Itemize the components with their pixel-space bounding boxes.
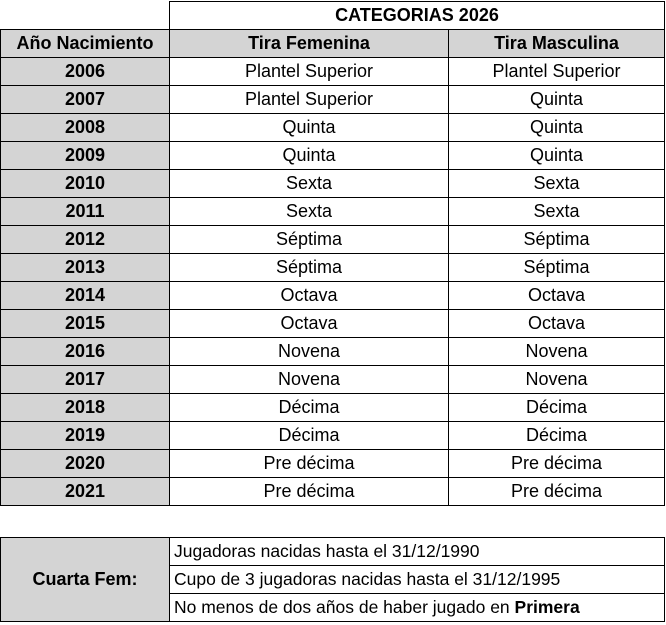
- female-category-cell: Séptima: [170, 254, 449, 282]
- footer-note-bold: Primera: [514, 597, 580, 617]
- female-category-cell: Pre décima: [170, 478, 449, 506]
- table-row: [1, 282, 665, 310]
- fourth-female-label: Cuarta Fem:: [1, 538, 170, 622]
- year-cell: 2019: [1, 422, 170, 450]
- footer-note: Jugadoras nacidas hasta el 31/12/1990: [170, 538, 665, 566]
- male-category-cell: Séptima: [449, 254, 665, 282]
- table-row: [1, 394, 665, 422]
- male-category-cell: Pre décima: [449, 450, 665, 478]
- male-category-cell: Octava: [449, 282, 665, 310]
- table-row: [1, 86, 665, 114]
- year-cell: 2017: [1, 366, 170, 394]
- female-category-cell: Octava: [170, 282, 449, 310]
- table-row: [1, 450, 665, 478]
- header-row: [1, 30, 665, 58]
- table-row: [1, 58, 665, 86]
- table-row: [1, 198, 665, 226]
- table-row: [1, 170, 665, 198]
- year-cell: 2011: [1, 198, 170, 226]
- empty-corner-cell: [1, 2, 170, 30]
- female-category-cell: Novena: [170, 366, 449, 394]
- male-category-cell: Plantel Superior: [449, 58, 665, 86]
- table-row: [1, 338, 665, 366]
- footer-note-prefix: No menos de dos años de haber jugado en: [174, 597, 515, 617]
- table-row: [1, 366, 665, 394]
- year-cell: 2012: [1, 226, 170, 254]
- female-category-cell: Plantel Superior: [170, 86, 449, 114]
- female-category-cell: Quinta: [170, 142, 449, 170]
- female-category-cell: Plantel Superior: [170, 58, 449, 86]
- year-cell: 2007: [1, 86, 170, 114]
- male-category-cell: Quinta: [449, 86, 665, 114]
- year-cell: 2008: [1, 114, 170, 142]
- female-category-cell: Pre décima: [170, 450, 449, 478]
- year-cell: 2021: [1, 478, 170, 506]
- year-cell: 2015: [1, 310, 170, 338]
- female-category-cell: Novena: [170, 338, 449, 366]
- table-row: [1, 142, 665, 170]
- male-category-cell: Octava: [449, 310, 665, 338]
- table-row: [1, 310, 665, 338]
- footer-note: Cupo de 3 jugadoras nacidas hasta el 31/12/1995: [170, 566, 665, 594]
- year-cell: 2016: [1, 338, 170, 366]
- male-category-cell: Sexta: [449, 198, 665, 226]
- year-column-header: Año Nacimiento: [1, 30, 170, 58]
- year-cell: 2013: [1, 254, 170, 282]
- categories-table: [0, 1, 665, 506]
- female-category-cell: Décima: [170, 422, 449, 450]
- year-cell: 2014: [1, 282, 170, 310]
- male-category-cell: Séptima: [449, 226, 665, 254]
- female-category-cell: Décima: [170, 394, 449, 422]
- footer-note-last: [170, 594, 665, 622]
- male-category-cell: Novena: [449, 338, 665, 366]
- year-cell: 2020: [1, 450, 170, 478]
- table-title: CATEGORIAS 2026: [170, 2, 665, 30]
- female-category-cell: Sexta: [170, 170, 449, 198]
- year-cell: 2009: [1, 142, 170, 170]
- male-category-cell: Quinta: [449, 114, 665, 142]
- male-category-cell: Pre décima: [449, 478, 665, 506]
- year-cell: 2006: [1, 58, 170, 86]
- table-row: [1, 226, 665, 254]
- table-row: [1, 422, 665, 450]
- year-cell: 2010: [1, 170, 170, 198]
- male-category-cell: Décima: [449, 422, 665, 450]
- male-category-cell: Sexta: [449, 170, 665, 198]
- table-row: [1, 114, 665, 142]
- female-category-cell: Octava: [170, 310, 449, 338]
- male-category-cell: Décima: [449, 394, 665, 422]
- footer-row: [1, 538, 665, 566]
- year-cell: 2018: [1, 394, 170, 422]
- female-category-cell: Séptima: [170, 226, 449, 254]
- fourth-female-table: [0, 537, 665, 622]
- male-column-header: Tira Masculina: [449, 30, 665, 58]
- table-row: [1, 254, 665, 282]
- male-category-cell: Novena: [449, 366, 665, 394]
- male-category-cell: Quinta: [449, 142, 665, 170]
- title-row: [1, 2, 665, 30]
- female-category-cell: Quinta: [170, 114, 449, 142]
- female-category-cell: Sexta: [170, 198, 449, 226]
- female-column-header: Tira Femenina: [170, 30, 449, 58]
- table-row: [1, 478, 665, 506]
